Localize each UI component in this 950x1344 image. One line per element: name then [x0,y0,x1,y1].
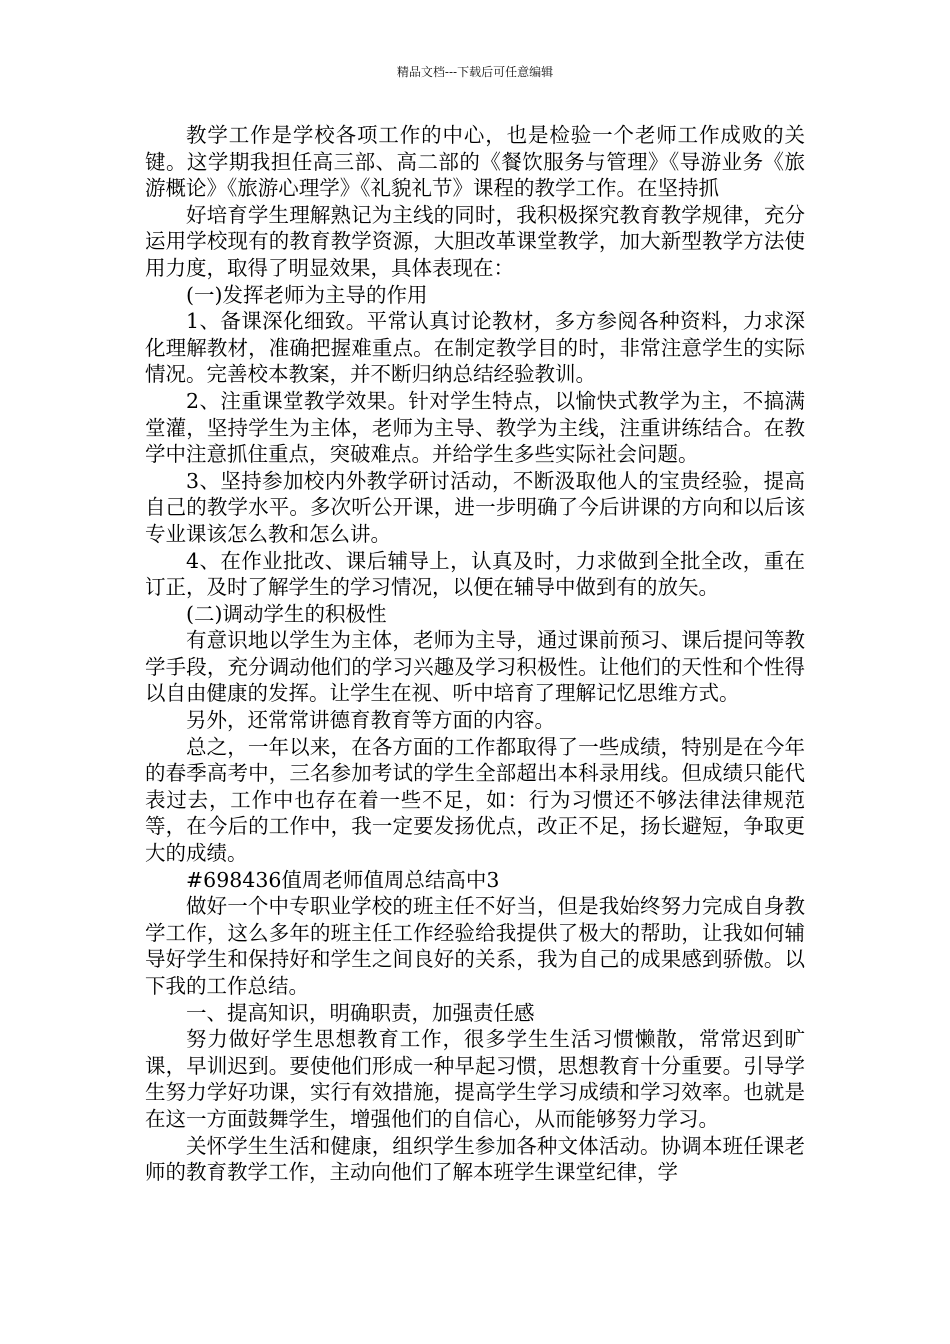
paragraph-class-teacher: 做好一个中专职业学校的班主任不好当，但是我始终努力完成自身教学工作，这么多年的班主任工作经验给我提供了极大的帮助，让我如何辅导好学生和保持好和学生之间良好的关系，我为自己的成果感到骄傲。以下我的工作总结。 [145,894,805,998]
section-heading-teacher-role: (一)发挥老师为主导的作用 [186,282,428,307]
paragraph-methods: 好培育学生理解熟记为主线的同时，我积极探究教育教学规律，充分运用学校现有的教育教学资源，大胆改革课堂教学，加大新型教学方法使用力度，取得了明显效果，具体表现在： [145,202,805,280]
paragraph-summary: 总之，一年以来，在各方面的工作都取得了一些成绩，特别是在今年的春季高考中，三名参加考试的学生全部超出本科录用线。但成绩只能代表过去，工作中也存在着一些不足，如：行为习惯还不够法律法律规范等，在今后的工作中，我一定要发扬优点，改正不足，扬长避短，争取更大的成绩。 [145,734,805,866]
section-heading-responsibility: 一、提高知识，明确职责，加强责任感 [186,1000,535,1025]
paragraph-intro: 教学工作是学校各项工作的中心，也是检验一个老师工作成败的关键。这学期我担任高三部、高二部的《餐饮服务与管理》《导游业务《旅游概论》《旅游心理学》《礼貌礼节》课程的教学工作。在坚持抓 [145,123,805,201]
paragraph-lesson-prep: 1、备课深化细致。平常认真讨论教材，多方参阅各种资料，力求深化理解教材，准确把握难重点。在制定教学目的时，非常注意学生的实际情况。完善校本教案，并不断归纳总结经验教训。 [145,309,805,387]
page-header: 精品文档---下载后可任意编辑 [396,65,554,79]
paragraph-ideology-education: 努力做好学生思想教育工作，很多学生生活习惯懒散，常常迟到旷课，早训迟到。要使他们形成一种早起习惯，思想教育十分重要。引导学生努力学好功课，实行有效措施，提高学生学习成绩和学习效率。也就是在这一方面鼓舞学生，增强他们的自信心，从而能够努力学习。 [145,1027,805,1131]
paragraph-homework: 4、在作业批改、课后辅导上，认真及时，力求做到全批全改，重在订正，及时了解学生的学习情况，以便在辅导中做到有的放矢。 [145,548,805,600]
paragraph-student-subject: 有意识地以学生为主体，老师为主导，通过课前预习、课后提问等教学手段，充分调动他们的学习兴趣及学习积极性。让他们的天性和个性得以自由健康的发挥。让学生在视、听中培育了理解记忆思维方式。 [145,628,805,706]
document-title-weekly-summary: #698436值周老师值周总结高中3 [186,867,500,892]
paragraph-classroom-effect: 2、注重课堂教学效果。针对学生特点，以愉快式教学为主，不搞满堂灌，坚持学生为主体，老师为主导、教学为主线，注重讲练结合。在教学中注意抓住重点，突破难点。并给学生多些实际社会问题。 [145,388,805,467]
document-body [145,122,805,1186]
section-heading-student-motivation: (二)调动学生的积极性 [186,601,387,626]
paragraph-student-care: 关怀学生生活和健康，组织学生参加各种文体活动。协调本班任课老师的教育教学工作，主动向他们了解本班学生课堂纪律，学 [145,1133,805,1185]
paragraph-moral-education: 另外，还常常讲德育教育等方面的内容。 [186,708,555,733]
paragraph-research-activities: 3、坚持参加校内外教学研讨活动，不断汲取他人的宝贵经验，提高自己的教学水平。多次听公开课，进一步明确了今后讲课的方向和以后该专业课该怎么教和怎么讲。 [145,468,805,546]
